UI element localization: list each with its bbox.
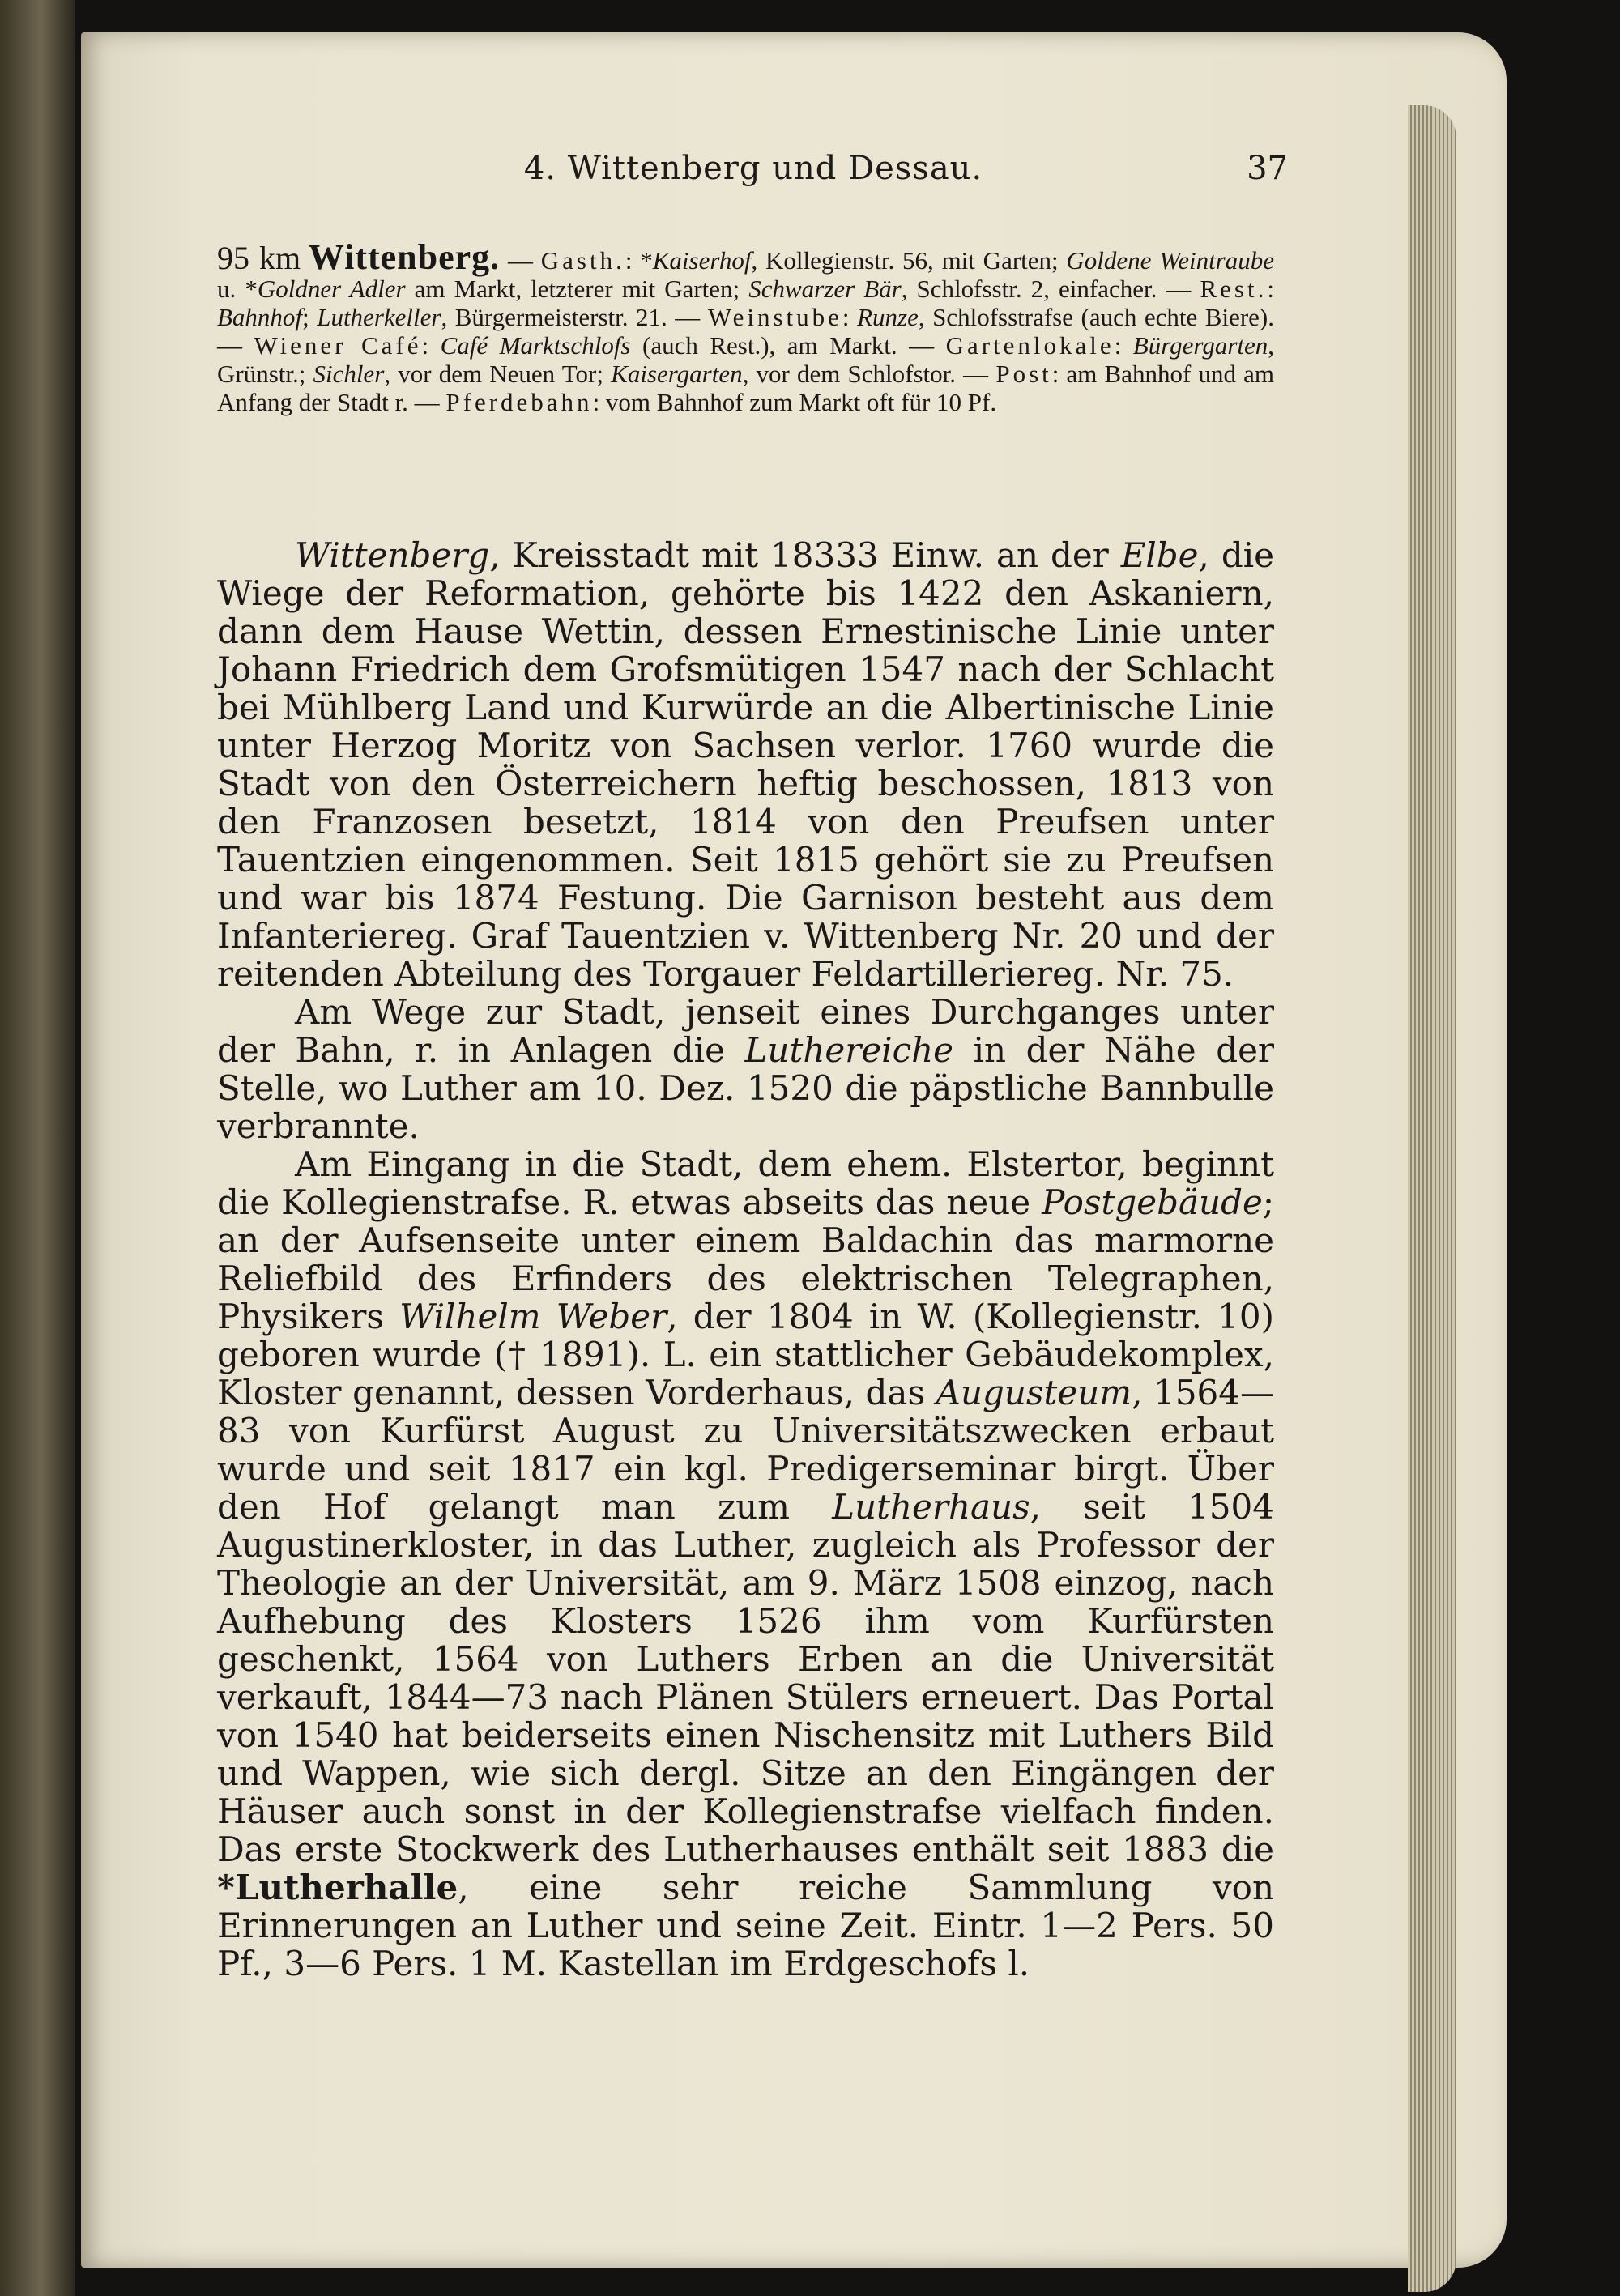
landmark-name: Postgebäude <box>1042 1182 1263 1222</box>
text-run: Am Eingang in die Stadt, dem ehem. Elstertor, beginnt die Kollegienstrafse. R. etwas abseits das neue <box>217 1144 1274 1222</box>
landmark-name: *Lutherhalle <box>217 1868 458 1907</box>
venue-name: Kaisergarten <box>611 360 743 388</box>
hotel-name: Kaiserhof <box>652 246 752 275</box>
restaurant-name: Lutherkeller <box>317 303 441 331</box>
text-run: (auch Rest.), am Markt. — <box>630 331 946 360</box>
main-text <box>217 536 1274 1983</box>
text-run: : * <box>625 246 653 275</box>
text-run: Am Wege zur Stadt, jenseit eines Durchganges unter der Bahn, r. in Anlagen die <box>217 992 1274 1070</box>
page-number: 37 <box>1247 150 1288 187</box>
practical-info-block <box>217 237 1275 416</box>
venue-name: Runze <box>857 303 919 331</box>
place-heading: Wittenberg. <box>308 237 501 277</box>
text-run: , der 1804 in W. (Kollegienstr. 10) geboren wurde († 1891). L. ein stattlicher Gebäudekomplex, Kloster genannt, dessen Vorderhaus, das <box>217 1297 1275 1412</box>
venue-name: Café Marktschlofs <box>440 331 631 360</box>
category-label: Pferdebahn <box>446 388 593 416</box>
text-run: — <box>500 246 541 275</box>
text-run: ; an der Aufsenseite unter einem Baldachin das marmorne Reliefbild des Erfinders des elektrischen Telegraphen, Physikers <box>217 1182 1274 1336</box>
text-run: , Grünstr.; <box>217 331 1275 388</box>
chapter-title: 4. Wittenberg und Dessau. <box>523 150 983 187</box>
town-name: Wittenberg <box>295 535 490 575</box>
text-run: , die Wiege der Reformation, gehörte bis 1422 den Askaniern, dann dem Hause Wettin, dessen Ernestinische Linie unter Johann Friedrich dem Grofsmütigen 1547 nach der Schlacht bei Mühlberg Land und Kurwürde an die Albertinische Linie unter Herzog Moritz von Sachsen verlor. 1760 wurde die Stadt von den Österreichern heftig beschossen, 1813 von den Franzosen besetzt, 1814 von den Preufsen unter Tauentzien eingenommen. Seit 1815 gehört sie zu Preufsen und war bis 1874 Festung. Die Garnison besteht aus dem Infanteriereg. Graf Tauentzien v. Wittenberg Nr. 20 und der reitenden Abteilung des Torgauer Feldartilleriereg. Nr. 75. <box>217 535 1274 994</box>
running-header <box>219 150 1288 207</box>
text-run: , vor dem Neuen Tor; <box>384 360 612 388</box>
category-label: Gasth. <box>540 246 625 275</box>
distance: 95 km <box>217 240 301 276</box>
text-run: , seit 1504 Augustinerkloster, in das Luther, zugleich als Professor der Theologie an der Universität, am 9. März 1508 einzog, nach Aufhebung des Klosters 1526 ihm vom Kurfürsten geschenkt, 1564 von Luthers Erben an die Universität verkauft, 1844—73 nach Plänen Stülers erneuert. Das Portal von 1540 hat beiderseits einen Nischensitz mit Luthers Bild und Wappen, wie sich dergl. Sitze an den Eingängen der Häuser auch sonst in der Kollegienstrafse vielfach finden. Das erste Stockwerk des Lutherhauses enthält seit 1883 die <box>217 1487 1274 1869</box>
venue-name: Sichler <box>313 360 385 388</box>
text-run: am Markt, letzterer mit Garten; <box>405 275 749 303</box>
paragraph-history <box>217 536 1274 993</box>
paragraph-luthereiche <box>217 993 1274 1145</box>
landmark-name: Augusteum <box>936 1373 1132 1412</box>
text-run: in der Nähe der Stelle, wo Luther am 10. Dez. 1520 die päpstliche Bannbulle verbrannte. <box>217 1030 1275 1146</box>
paragraph-kollegienstrasse <box>217 1145 1274 1983</box>
text-run: : <box>421 331 441 360</box>
category-label: Post <box>995 360 1052 388</box>
text-run: , eine sehr reiche Sammlung von Erinnerungen an Luther und seine Zeit. Eintr. 1—2 Pers. 50 Pf., 3—6 Pers. 1 M. Kastellan im Erdgeschofs l. <box>217 1868 1274 1983</box>
text-run: , vor dem Schlofstor. — <box>742 360 996 388</box>
text-run: , Schlofsstrafse (auch echte Biere). — <box>217 303 1274 360</box>
category-label: Wiener Café <box>254 331 422 360</box>
person-name: Wilhelm Weber <box>399 1297 667 1336</box>
category-label: Weinstube <box>707 303 842 331</box>
landmark-name: Luthereiche <box>744 1030 954 1070</box>
text-run: : vom Bahnhof zum Markt oft für 10 Pf. <box>592 388 997 416</box>
text-run: ; <box>302 303 318 331</box>
page-stack-edge <box>1408 105 1456 2292</box>
left-page-edge <box>0 0 75 2296</box>
text-run: , Kreisstadt mit 18333 Einw. an der <box>489 535 1121 575</box>
text-run: : <box>842 303 858 331</box>
hotel-name: Schwarzer Bär <box>748 275 902 303</box>
text-run: , 1564—83 von Kurfürst August zu Universitätszwecken erbaut wurde und seit 1817 ein kgl. Predigerseminar birgt. Über den Hof gelangt man zum <box>217 1373 1274 1527</box>
landmark-name: Lutherhaus <box>832 1487 1030 1527</box>
text-run: u. * <box>217 275 258 303</box>
category-label: Gartenlokale <box>945 331 1115 360</box>
text-run: : <box>1114 331 1133 360</box>
hotel-name: Goldene Weintraube <box>1066 246 1275 275</box>
hotel-name: Goldner Adler <box>257 275 406 303</box>
restaurant-name: Bahnhof <box>217 303 303 331</box>
text-run: , Schlofsstr. 2, einfacher. — <box>901 275 1200 303</box>
text-run: : <box>1267 275 1274 303</box>
category-label: Rest. <box>1200 275 1268 303</box>
river-name: Elbe <box>1120 535 1199 575</box>
venue-name: Bürgergarten <box>1132 331 1268 360</box>
text-run: : am Bahnhof und am Anfang der Stadt r. — <box>217 360 1274 416</box>
text-run: , Bürgermeisterstr. 21. — <box>441 303 708 331</box>
text-run: , Kollegienstr. 56, mit Garten; <box>751 246 1067 275</box>
